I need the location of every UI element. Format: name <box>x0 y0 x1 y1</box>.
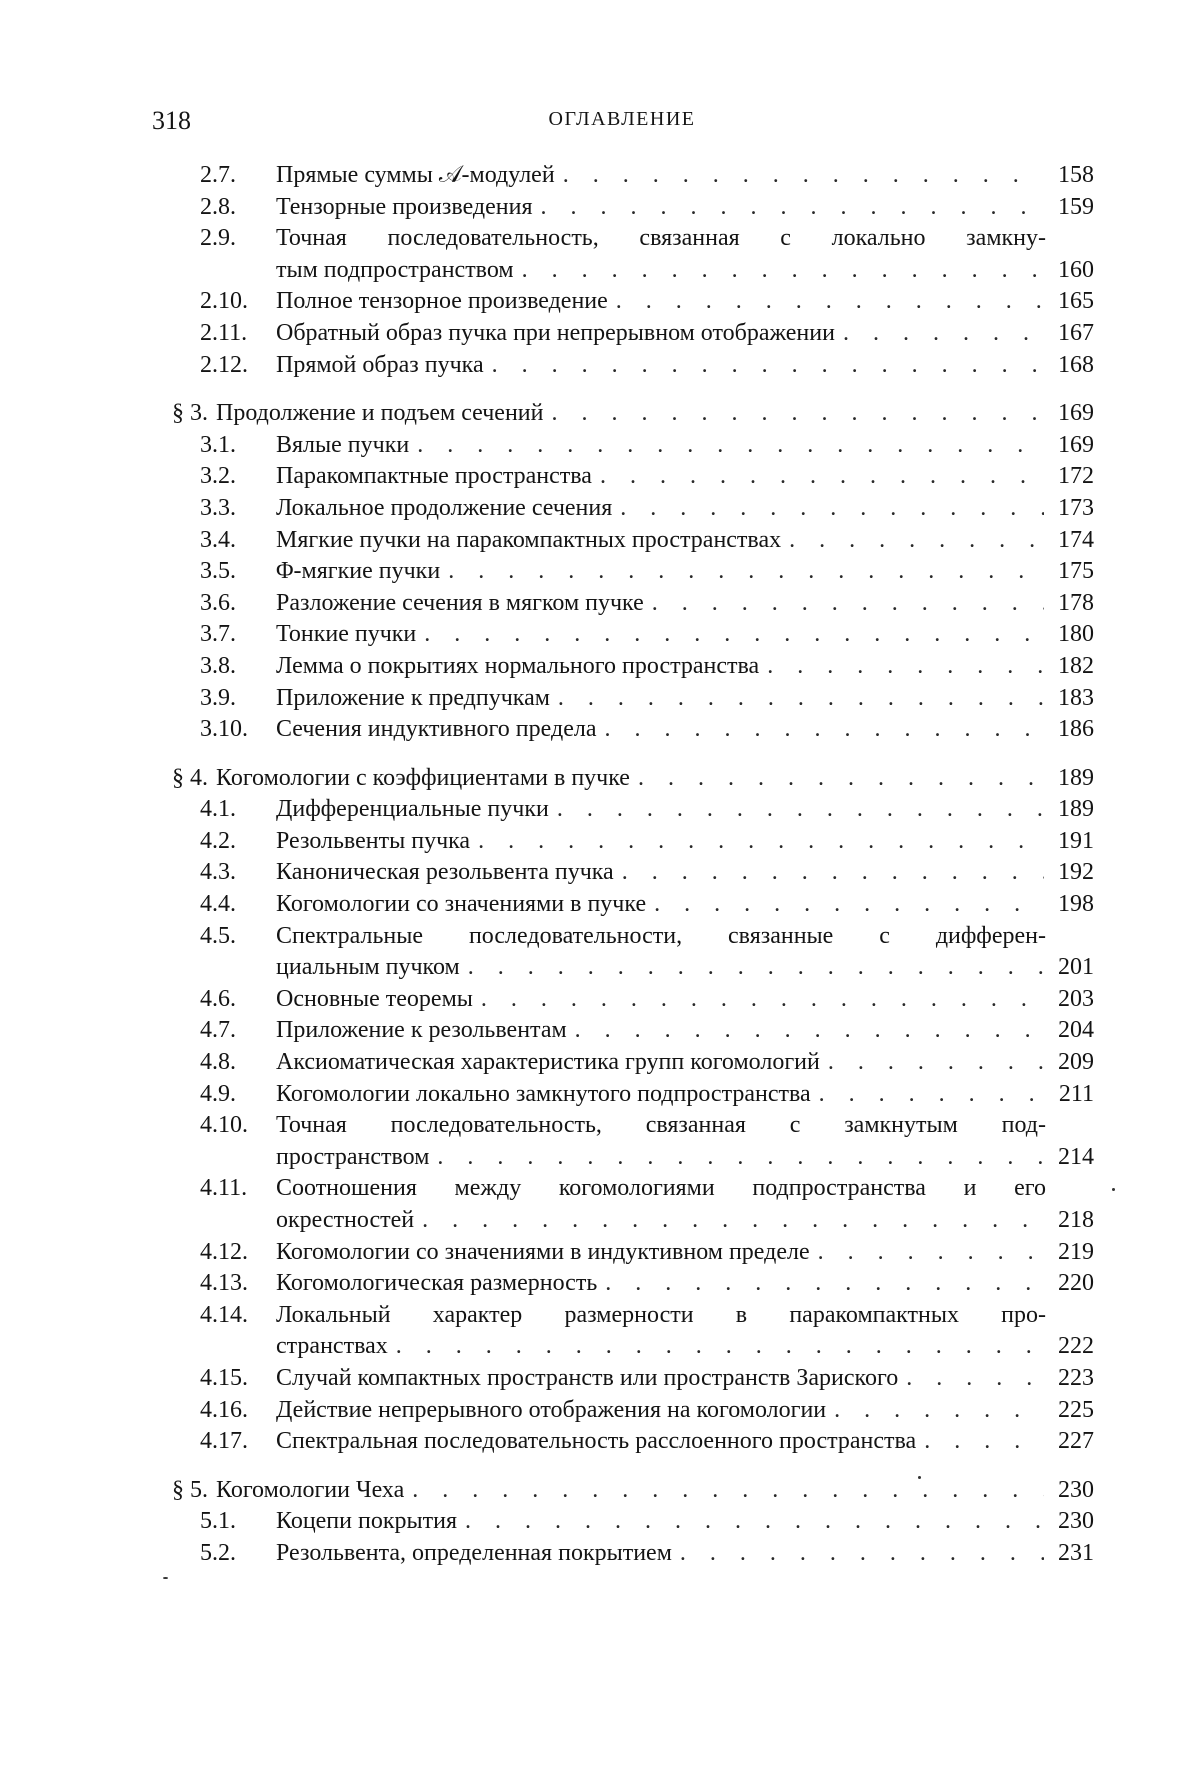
page-reference: 223 <box>1058 1364 1094 1391</box>
entry-body <box>276 651 1094 683</box>
entry-title: Прямой образ пучка <box>276 351 484 378</box>
entry-number: 3.8. <box>200 652 236 679</box>
entry-title-line <box>216 1475 1094 1507</box>
entry-number: 2.8. <box>200 193 236 220</box>
entry-body <box>276 1173 1094 1236</box>
entry-body <box>276 430 1094 462</box>
dot-leader <box>541 192 1045 224</box>
page-reference: 204 <box>1058 1017 1094 1044</box>
page-reference: 169 <box>1058 400 1094 427</box>
dot-leader <box>843 318 1044 350</box>
page-reference: 209 <box>1058 1049 1094 1076</box>
entry-number: 2.10. <box>200 288 248 315</box>
toc-entry <box>200 223 1094 286</box>
entry-body <box>276 1047 1094 1079</box>
dot-leader <box>906 1363 1044 1395</box>
entry-number: 4.8. <box>200 1049 236 1076</box>
entry-body <box>276 794 1094 826</box>
entry-title: Спектральная последовательность расслоенного пространства <box>276 1428 917 1455</box>
entry-body <box>276 1110 1094 1173</box>
page-reference: 198 <box>1058 891 1094 918</box>
page-reference: 173 <box>1058 494 1094 521</box>
page-reference: 222 <box>1058 1333 1094 1360</box>
page-reference: 189 <box>1058 796 1094 823</box>
entry-title-line <box>276 286 1094 318</box>
entry-title-line <box>276 1363 1094 1395</box>
dot-leader <box>468 952 1044 984</box>
entry-body <box>276 1079 1094 1111</box>
dot-leader <box>616 286 1044 318</box>
toc-entry <box>200 556 1094 588</box>
entry-number: 4.10. <box>200 1112 248 1139</box>
toc-entry <box>200 192 1094 224</box>
entry-title: Когомологии со значениями в индуктивном пределе <box>276 1238 810 1265</box>
toc-entry <box>200 1237 1094 1269</box>
entry-title: Коцепи покрытия <box>276 1508 457 1535</box>
entry-body <box>276 714 1094 746</box>
entry-title-line: Точная последовательность, связанная с замкнутым под- <box>276 1112 1046 1139</box>
entry-number: 4.12. <box>200 1238 248 1265</box>
dot-leader <box>924 1426 1044 1458</box>
dot-leader <box>563 160 1044 192</box>
entry-title-line <box>276 1538 1094 1570</box>
entry-title-line <box>276 1047 1094 1079</box>
entry-body <box>276 619 1094 651</box>
entry-number: 4.5. <box>200 922 236 949</box>
page-reference: 159 <box>1058 193 1094 220</box>
toc-entry <box>200 714 1094 746</box>
entry-number: 4.17. <box>200 1428 248 1455</box>
entry-number: 4.14. <box>200 1301 248 1328</box>
entry-number: 2.11. <box>200 319 248 346</box>
dot-leader <box>789 525 1044 557</box>
entry-title: Прямые суммы 𝒜-модулей <box>276 162 555 188</box>
dot-leader <box>819 1079 1044 1111</box>
entry-title: Тензорные произведения <box>276 193 533 220</box>
entry-number: 3.9. <box>200 684 236 711</box>
entry-title-line <box>276 1142 1094 1174</box>
entry-title-line: Соотношения между когомологиями подпространства и его <box>276 1175 1046 1202</box>
entry-title-line <box>216 398 1094 430</box>
dot-leader <box>492 350 1044 382</box>
entry-title: циальным пучком <box>276 954 460 981</box>
entry-body <box>276 525 1094 557</box>
entry-number: 3.5. <box>200 558 236 585</box>
entry-title-line <box>276 192 1094 224</box>
page-reference: 203 <box>1058 985 1094 1012</box>
toc-entry <box>200 857 1094 889</box>
entry-title: пространством <box>276 1143 430 1170</box>
page-reference: 174 <box>1058 526 1094 553</box>
entry-title-line <box>276 255 1094 287</box>
entry-number: 2.12. <box>200 351 248 378</box>
toc-entry <box>200 1506 1094 1538</box>
entry-title: Аксиоматическая характеристика групп когомологий <box>276 1049 820 1076</box>
entry-title-line <box>276 493 1094 525</box>
dot-leader <box>600 461 1044 493</box>
entry-title-line: Точная последовательность, связанная с локально замкну- <box>276 225 1046 252</box>
dot-leader <box>638 763 1044 795</box>
entry-title: Когомологии с коэффициентами в пучке <box>216 764 630 791</box>
toc-entry <box>200 1268 1094 1300</box>
entry-body <box>276 461 1094 493</box>
entry-title-line <box>276 984 1094 1016</box>
toc-entry <box>200 1079 1094 1111</box>
page-reference: 182 <box>1058 652 1094 679</box>
toc-entry <box>200 588 1094 620</box>
scan-speck <box>918 1476 921 1479</box>
entry-body <box>276 921 1094 984</box>
entry-number: 3.1. <box>200 431 236 458</box>
entry-number: 2.7. <box>200 162 236 188</box>
entry-number: 4.1. <box>200 796 236 823</box>
entry-body <box>276 1300 1094 1363</box>
entry-body <box>276 1506 1094 1538</box>
toc-entry <box>200 493 1094 525</box>
scan-speck <box>1112 1188 1115 1191</box>
dot-leader <box>522 255 1044 287</box>
dot-leader <box>828 1047 1044 1079</box>
entry-body <box>276 826 1094 858</box>
dot-leader <box>551 398 1044 430</box>
toc-entry <box>200 286 1094 318</box>
entry-title: Вялые пучки <box>276 431 410 458</box>
entry-number: 2.9. <box>200 225 236 252</box>
toc-entry <box>200 430 1094 462</box>
toc-section-entry <box>172 763 1094 795</box>
dot-leader <box>604 714 1044 746</box>
toc-section-entry <box>172 398 1094 430</box>
entry-number: § 3. <box>172 400 208 427</box>
entry-title-line: Локальный характер размерности в паракомпактных про- <box>276 1301 1046 1328</box>
entry-title: Лемма о покрытиях нормального пространства <box>276 652 760 679</box>
entry-body <box>276 984 1094 1016</box>
entry-body <box>276 1363 1094 1395</box>
entry-body <box>276 1538 1094 1570</box>
dot-leader <box>557 794 1044 826</box>
entry-title: Дифференциальные пучки <box>276 796 549 823</box>
entry-title-line: Спектральные последовательности, связанные с дифферен- <box>276 922 1046 949</box>
entry-title-line <box>276 1395 1094 1427</box>
page-reference: 225 <box>1058 1396 1094 1423</box>
dot-leader <box>834 1395 1044 1427</box>
page-reference: 201 <box>1058 954 1094 981</box>
entry-title: Приложение к резольвентам <box>276 1017 567 1044</box>
page-header <box>152 106 1092 142</box>
page-reference: 175 <box>1058 558 1094 585</box>
page-reference: 214 <box>1058 1143 1094 1170</box>
entry-title: Случай компактных пространств или пространств Зариского <box>276 1364 899 1391</box>
entry-body <box>276 1395 1094 1427</box>
page-reference: 160 <box>1058 256 1094 283</box>
entry-title: Когомологии со значениями в пучке <box>276 891 647 918</box>
entry-body <box>276 192 1094 224</box>
toc-entry <box>200 1363 1094 1395</box>
entry-title: Когомологии Чеха <box>216 1476 405 1503</box>
entry-title-line <box>276 1079 1094 1111</box>
entry-title-line <box>276 588 1094 620</box>
page-number: 318 <box>152 106 191 135</box>
toc-entry <box>200 1110 1094 1173</box>
dot-leader <box>481 984 1044 1016</box>
toc-entry <box>200 984 1094 1016</box>
toc-entry <box>200 1395 1094 1427</box>
entry-title-line <box>276 1331 1094 1363</box>
entry-title: тым подпространством <box>276 256 514 283</box>
page-reference: 183 <box>1058 684 1094 711</box>
entry-number: 3.10. <box>200 716 248 743</box>
entry-number: § 4. <box>172 764 208 791</box>
entry-title: Когомологическая размерность <box>276 1270 598 1297</box>
entry-body <box>276 1426 1094 1458</box>
entry-title-line <box>276 1506 1094 1538</box>
entry-title: Локальное продолжение сечения <box>276 494 613 521</box>
page-reference: 168 <box>1058 351 1094 378</box>
dot-leader <box>424 619 1044 651</box>
page-reference: 158 <box>1058 162 1094 188</box>
entry-title-line <box>276 461 1094 493</box>
entry-title-line <box>276 826 1094 858</box>
page-reference: 211 <box>1058 1080 1094 1107</box>
entry-title: Резольвента, определенная покрытием <box>276 1539 672 1566</box>
entry-title: Приложение к предпучкам <box>276 684 550 711</box>
entry-title-line <box>216 763 1094 795</box>
entry-body <box>276 683 1094 715</box>
toc-entry <box>200 1047 1094 1079</box>
entry-title-line <box>276 683 1094 715</box>
page-reference: 227 <box>1058 1428 1094 1455</box>
toc-entry <box>200 350 1094 382</box>
entry-number: 3.2. <box>200 463 236 490</box>
entry-number: 4.4. <box>200 891 236 918</box>
entry-title: Когомологии локально замкнутого подпространства <box>276 1080 811 1107</box>
toc-entry <box>200 619 1094 651</box>
dot-leader <box>654 889 1044 921</box>
entry-title: Φ-мягкие пучки <box>276 558 441 585</box>
entry-number: 3.4. <box>200 526 236 553</box>
page-reference: 230 <box>1058 1508 1094 1535</box>
dot-leader <box>422 1205 1044 1237</box>
entry-number: 4.3. <box>200 859 236 886</box>
entry-title-line <box>276 1237 1094 1269</box>
entry-title-line <box>276 952 1094 984</box>
page-reference: 219 <box>1058 1238 1094 1265</box>
page-reference: 192 <box>1058 859 1094 886</box>
toc-entry <box>200 1426 1094 1458</box>
toc-entry <box>200 1538 1094 1570</box>
entry-title: Резольвенты пучка <box>276 827 471 854</box>
page-reference: 180 <box>1058 621 1094 648</box>
entry-number: 5.2. <box>200 1539 236 1566</box>
toc-entry <box>200 651 1094 683</box>
entry-title-line <box>276 651 1094 683</box>
page-reference: 218 <box>1058 1207 1094 1233</box>
page-reference: 230 <box>1058 1476 1094 1503</box>
toc-entry <box>200 1173 1094 1236</box>
entry-title: Основные теоремы <box>276 985 473 1012</box>
page-reference: 169 <box>1058 431 1094 458</box>
dot-leader <box>767 651 1044 683</box>
entry-title: странствах <box>276 1333 388 1360</box>
entry-body <box>276 588 1094 620</box>
entry-number: 4.9. <box>200 1080 236 1107</box>
entry-number: 4.7. <box>200 1017 236 1044</box>
entry-number: 3.7. <box>200 621 236 648</box>
toc-entry <box>200 1300 1094 1363</box>
entry-title-line <box>276 619 1094 651</box>
dot-leader <box>818 1237 1044 1269</box>
toc-entry <box>200 683 1094 715</box>
entry-number: 4.6. <box>200 985 236 1012</box>
entry-title-line <box>276 430 1094 462</box>
page-reference: 186 <box>1058 716 1094 743</box>
entry-body <box>276 556 1094 588</box>
entry-title: окрестностей <box>276 1207 415 1233</box>
entry-title-line <box>276 794 1094 826</box>
entry-title-line <box>276 1268 1094 1300</box>
entry-title-line <box>276 318 1094 350</box>
entry-title-line <box>276 1015 1094 1047</box>
entry-title-line <box>276 1426 1094 1458</box>
dot-leader <box>465 1506 1044 1538</box>
dot-leader <box>478 826 1044 858</box>
dot-leader <box>417 430 1044 462</box>
page-reference: 178 <box>1058 589 1094 616</box>
entry-body <box>276 493 1094 525</box>
toc-entry <box>200 889 1094 921</box>
dot-leader <box>652 588 1044 620</box>
entry-title: Действие непрерывного отображения на когомологии <box>276 1396 827 1423</box>
entry-title-line <box>276 1205 1094 1237</box>
page-reference: 167 <box>1058 319 1094 346</box>
entry-title: Разложение сечения в мягком пучке <box>276 589 644 616</box>
table-of-contents <box>172 160 1094 1570</box>
dot-leader <box>620 493 1044 525</box>
entry-body <box>276 223 1094 286</box>
entry-title-line <box>276 525 1094 557</box>
entry-title-line <box>276 350 1094 382</box>
entry-title-line <box>276 889 1094 921</box>
toc-section-entry <box>172 1475 1094 1507</box>
dot-leader <box>437 1142 1044 1174</box>
entry-title: Мягкие пучки на паракомпактных пространствах <box>276 526 782 553</box>
entry-body <box>276 857 1094 889</box>
entry-body <box>276 318 1094 350</box>
page-reference: 231 <box>1058 1539 1094 1566</box>
toc-entry <box>200 794 1094 826</box>
dot-leader <box>605 1268 1044 1300</box>
entry-number: 4.11. <box>200 1175 248 1202</box>
scan-speck <box>163 1577 168 1579</box>
toc-entry <box>200 160 1094 192</box>
entry-title: Обратный образ пучка при непрерывном отображении <box>276 319 835 346</box>
entry-number: § 5. <box>172 1476 208 1503</box>
toc-entry <box>200 921 1094 984</box>
entry-body <box>276 1015 1094 1047</box>
entry-body <box>276 350 1094 382</box>
dot-leader <box>575 1015 1044 1047</box>
entry-title: Каноническая резольвента пучка <box>276 859 614 886</box>
entry-title: Паракомпактные пространства <box>276 463 592 490</box>
toc-entry <box>200 826 1094 858</box>
entry-title: Полное тензорное произведение <box>276 288 608 315</box>
entry-number: 3.3. <box>200 494 236 521</box>
entry-title: Тонкие пучки <box>276 621 417 648</box>
dot-leader <box>412 1475 1044 1507</box>
entry-title-line <box>276 714 1094 746</box>
entry-body <box>216 763 1094 795</box>
entry-number: 4.15. <box>200 1364 248 1391</box>
entry-body <box>216 1475 1094 1507</box>
dot-leader <box>396 1331 1044 1363</box>
page-reference: 191 <box>1058 827 1094 854</box>
page-reference: 172 <box>1058 463 1094 490</box>
toc-entry <box>200 318 1094 350</box>
page-reference: 220 <box>1058 1270 1094 1297</box>
page-reference: 189 <box>1058 764 1094 791</box>
entry-number: 4.16. <box>200 1396 248 1423</box>
entry-title-line <box>276 556 1094 588</box>
dot-leader <box>622 857 1044 889</box>
entry-title: Сечения индуктивного предела <box>276 716 597 743</box>
toc-entry <box>200 525 1094 557</box>
entry-title-line <box>276 857 1094 889</box>
dot-leader <box>558 683 1044 715</box>
page-reference: 165 <box>1058 288 1094 315</box>
entry-number: 4.2. <box>200 827 236 854</box>
toc-entry <box>200 1015 1094 1047</box>
entry-body <box>216 398 1094 430</box>
entry-number: 3.6. <box>200 589 236 616</box>
entry-title-line <box>276 160 1094 192</box>
entry-body <box>276 286 1094 318</box>
dot-leader <box>680 1538 1044 1570</box>
entry-body <box>276 1237 1094 1269</box>
entry-number: 4.13. <box>200 1270 248 1297</box>
running-head: ОГЛАВЛЕНИЕ <box>548 108 696 130</box>
entry-body <box>276 889 1094 921</box>
entry-body <box>276 160 1094 192</box>
entry-number: 5.1. <box>200 1508 236 1535</box>
toc-entry <box>200 461 1094 493</box>
entry-body <box>276 1268 1094 1300</box>
dot-leader <box>448 556 1044 588</box>
entry-title: Продолжение и подъем сечений <box>216 400 544 427</box>
